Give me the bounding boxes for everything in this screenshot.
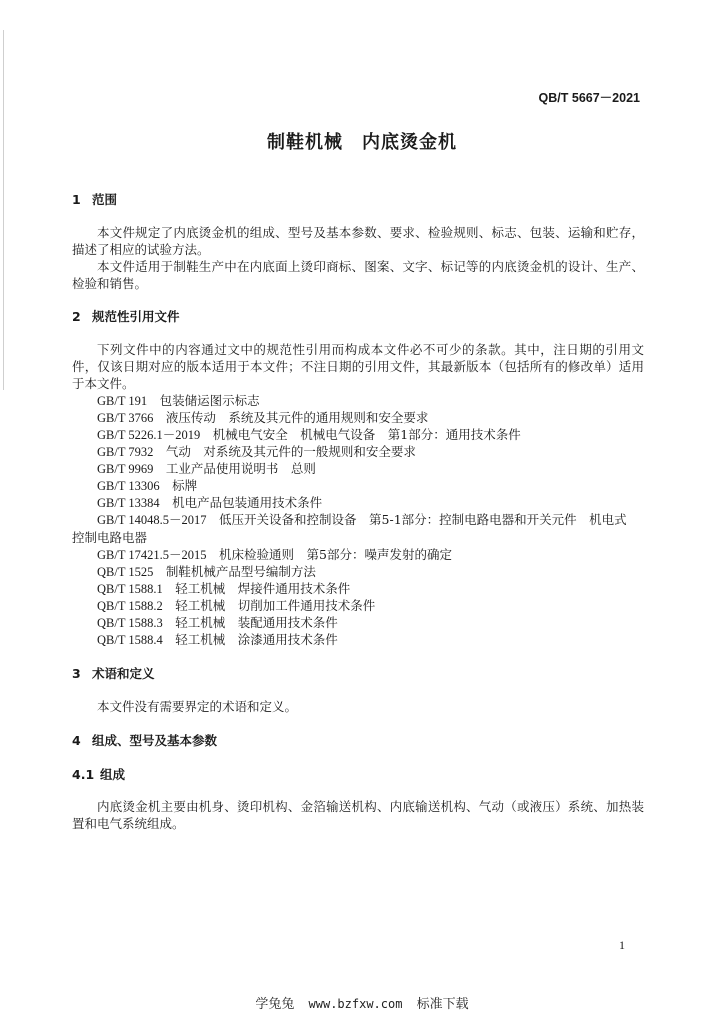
reference-code: GB/T 9969	[97, 462, 154, 476]
reference-code: QB/T 1588.1	[97, 582, 163, 596]
reference-item	[97, 546, 644, 563]
reference-code: GB/T 191	[97, 394, 148, 408]
reference-code: QB/T 1588.2	[97, 599, 163, 613]
section-title: 规范性引用文件	[92, 309, 180, 324]
reference-code: GB/T 14048.5－2017	[97, 513, 207, 527]
reference-title: 轻工机械 焊接件通用技术条件	[175, 581, 351, 596]
reference-title: 轻工机械 切削加工件通用技术条件	[175, 598, 376, 613]
section-heading	[72, 191, 644, 208]
paragraph: 内底烫金机主要由机身、烫印机构、金箔输送机构、内底输送机构、气动（或液压）系统、加热装置和电气系统组成。	[72, 799, 644, 831]
reference-item	[97, 426, 644, 443]
section-number: 4	[72, 733, 81, 748]
section-heading	[72, 665, 644, 682]
section-number: 2	[72, 309, 81, 324]
reference-item	[97, 392, 644, 409]
subsection-title: 组成	[100, 767, 126, 782]
reference-item	[97, 580, 644, 597]
reference-title: 低压开关设备和控制设备 第5-1部分：控制电路电器和开关元件 机电式	[219, 512, 627, 527]
section-heading	[72, 732, 644, 749]
reference-code: GB/T 7932	[97, 445, 154, 459]
reference-item	[97, 443, 644, 460]
paragraph: 本文件规定了内底烫金机的组成、型号及基本参数、要求、检验规则、标志、包装、运输和贮存，描述了相应的试验方法。	[72, 225, 644, 257]
reference-item	[97, 409, 644, 426]
footer-watermark	[0, 993, 724, 1012]
reference-code: QB/T 1588.4	[97, 633, 163, 647]
reference-title: 液压传动 系统及其元件的通用规则和安全要求	[165, 410, 429, 425]
reference-code: GB/T 5226.1－2019	[97, 428, 201, 442]
reference-item	[97, 494, 644, 511]
reference-item	[97, 614, 644, 631]
reference-title: 工业产品使用说明书 总则	[165, 461, 316, 476]
footer-url[interactable]: www.bzfxw.com	[308, 997, 403, 1011]
reference-code: QB/T 1588.3	[97, 616, 163, 630]
section-title: 范围	[92, 192, 118, 207]
reference-title: 机床检验通则 第5部分：噪声发射的确定	[219, 547, 452, 562]
reference-item	[97, 460, 644, 477]
reference-title: 机电产品包装通用技术条件	[172, 495, 323, 510]
subsection-number: 4.1	[72, 767, 95, 782]
document-title: 制鞋机械 内底烫金机	[267, 132, 457, 153]
page-number: 1	[619, 938, 625, 952]
reference-item	[97, 477, 644, 494]
subsection-heading	[72, 766, 644, 783]
reference-title: 轻工机械 涂漆通用技术条件	[175, 632, 338, 647]
reference-title: 气动 对系统及其元件的一般规则和安全要求	[165, 444, 416, 459]
reference-title-continuation: 控制电路电器	[72, 530, 148, 545]
reference-title: 机械电气安全 机械电气设备 第1部分：通用技术条件	[212, 427, 521, 442]
reference-title: 标牌	[172, 478, 198, 493]
scan-edge-line	[3, 30, 4, 390]
paragraph: 下列文件中的内容通过文中的规范性引用而构成本文件必不可少的条款。其中，注日期的引用文件，仅该日期对应的版本适用于本文件；不注日期的引用文件，其最新版本（包括所有的修改单）适用于本文件。	[72, 342, 644, 391]
standard-code: QB/T 5667－2021	[538, 91, 640, 105]
section-heading	[72, 308, 644, 325]
reference-item	[97, 563, 644, 580]
reference-line	[97, 511, 644, 529]
reference-item	[72, 511, 644, 546]
section-number: 3	[72, 666, 81, 681]
reference-code: GB/T 3766	[97, 411, 154, 425]
reference-code: QB/T 1525	[97, 565, 154, 579]
reference-title: 制鞋机械产品型号编制方法	[165, 564, 316, 579]
reference-code: GB/T 13306	[97, 479, 160, 493]
reference-title: 包装储运图示标志	[159, 393, 260, 408]
footer-site-name: 学兔兔	[255, 997, 295, 1012]
document-body	[72, 191, 644, 832]
reference-list	[72, 392, 644, 648]
reference-title: 轻工机械 装配通用技术条件	[175, 615, 338, 630]
reference-code: GB/T 13384	[97, 496, 160, 510]
paragraph: 本文件没有需要界定的术语和定义。	[97, 699, 298, 714]
section-title: 组成、型号及基本参数	[92, 733, 218, 748]
reference-item	[97, 631, 644, 648]
section-number: 1	[72, 192, 81, 207]
footer-tagline: 标准下载	[416, 997, 469, 1012]
reference-item	[97, 597, 644, 614]
reference-code: GB/T 17421.5－2015	[97, 548, 207, 562]
paragraph: 本文件适用于制鞋生产中在内底面上烫印商标、图案、文字、标记等的内底烫金机的设计、生产、检验和销售。	[72, 259, 644, 291]
section-title: 术语和定义	[92, 666, 155, 681]
